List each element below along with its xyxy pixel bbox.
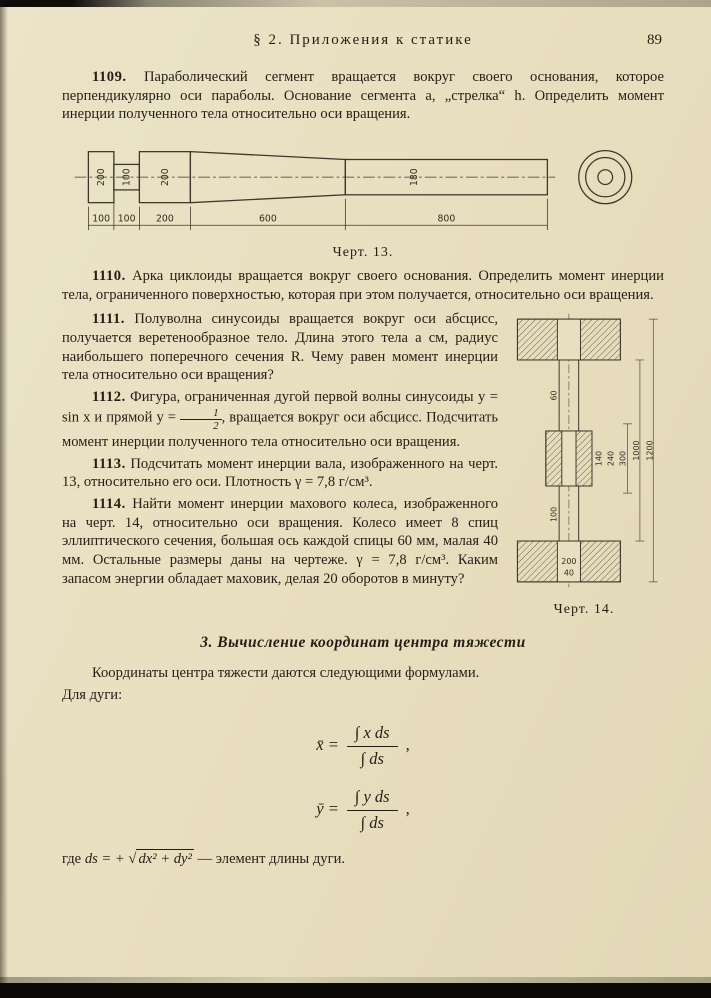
figure-13 [62, 134, 664, 261]
formula-y-fraction [347, 785, 398, 833]
formula-x-denominator: ∫ ds [360, 748, 384, 768]
problem-1110 [62, 267, 664, 304]
formula-y-denominator: ∫ ds [360, 812, 384, 832]
page-number: 89 [647, 32, 662, 48]
fig13-dim-dia4: 180 [408, 168, 420, 187]
formula-y-centroid [62, 785, 664, 833]
fig14-dim-hub-span: 300 [618, 451, 628, 467]
fig14-dim-bottom-a: 100 [549, 507, 559, 523]
fig13-dim-len3: 200 [156, 213, 174, 225]
arc-length-note [62, 851, 664, 868]
fraction-numerator: 1 [180, 407, 222, 421]
figure-14-column [504, 310, 664, 618]
problem-1114-text: Найти момент инерции махового колеса, изображенного на черт. 14, относительно оси вращения. Колесо имеет 8 спиц эллиптического сечения, большая ось каждой спицы 60 мм, малая 40 мм. Остальные размеры даны на чертеже. γ = 7,8 г/см³. Каким запасом энергии обладает маховик, делая 20 оборотов в минуту? [62, 496, 498, 587]
section-header-title: § 2. Приложения к статике [253, 32, 473, 48]
formula-y-numerator: ∫ y ds [347, 785, 398, 811]
flywheel-drawing-14 [505, 312, 663, 589]
problem-1113-text: Подсчитать момент инерции вала, изображенного на черт. 13, относительно его оси. Плотность γ = 7,8 г/см³. [62, 455, 498, 491]
problem-1109-text: Параболический сегмент вращается вокруг своего основания, которое перпендикулярно оси параболы. Основание сегмента a, „стрелка“ h. Определить момент инерции полученного тела относительно оси вращения. [62, 69, 664, 123]
problem-1111-number: 1111. [92, 311, 125, 328]
problem-1109-number: 1109. [92, 69, 127, 85]
scan-edge-left [0, 0, 8, 998]
fig13-dim-dia3: 200 [159, 168, 171, 187]
shaft-horizontal-dims [92, 213, 455, 224]
formula-y-lhs: ȳ = [316, 798, 339, 818]
fig14-dim-inner: 1000 [632, 440, 642, 461]
problem-1110-text: Арка циклоиды вращается вокруг своего основания. Определить момент инерции тела, ограниченного поверхностью, которая при этом получается, относительно оси вращения. [62, 268, 664, 303]
problem-1110-number: 1110. [92, 268, 126, 285]
problem-1112-text-before: Фигура, ограниченная дугой первой волны синусоиды y = sin x и прямой y = [62, 389, 498, 426]
inline-fraction-one-half [180, 407, 222, 433]
fig13-dim-len5: 800 [437, 213, 456, 225]
formula-y-tail: , [405, 798, 410, 818]
fraction-denominator: 2 [213, 420, 219, 433]
problem-1112 [62, 388, 498, 452]
note-equation: ds = + √ [84, 850, 137, 867]
problem-1111 [62, 310, 498, 385]
flywheel-outline [517, 314, 620, 587]
fig14-dim-bottom-b: 200 [561, 557, 577, 567]
problem-1113-number: 1113. [92, 455, 126, 472]
section-3-for-arc: Для дуги: [62, 687, 123, 704]
problem-1112-text-after: , вращается вокруг оси абсцисс. Подсчитать момент инерции полученного тела относительно оси вращения. [62, 409, 498, 450]
formula-x-tail: , [405, 734, 410, 754]
scan-edge-bottom [0, 983, 711, 998]
shaft-drawing-13 [67, 134, 659, 236]
fig13-dim-dia2: 100 [121, 168, 133, 187]
formula-x-lhs: x̄ = [316, 734, 339, 754]
fig13-dim-dia1: 200 [96, 168, 108, 187]
running-header [62, 32, 664, 54]
figure-13-caption: Черт. 13. [332, 245, 394, 261]
fig13-dim-len1: 100 [92, 213, 111, 225]
formula-x-numerator: ∫ x ds [347, 721, 398, 747]
problem-1111-text: Полуволна синусоиды вращается вокруг оси абсцисс, получается веретенообразное тело. Длина этого тела a см, радиус наибольшего поперечного сечения R. Чему равен момент инерции тела относительно оси вращения? [62, 311, 499, 384]
figure-14-caption: Черт. 14. [553, 602, 615, 618]
problem-1109 [62, 68, 664, 124]
page-content [62, 32, 664, 868]
note-lead: где [62, 850, 85, 867]
section-3-heading: 3. Вычисление координат центра тяжести [200, 634, 526, 652]
problem-1114 [62, 495, 498, 588]
fig14-dim-hub-b: 240 [606, 451, 616, 467]
fig13-dim-len4: 600 [258, 213, 277, 225]
note-tail: — элемент длины дуги. [193, 850, 346, 867]
fig14-dim-spoke-top: 60 [549, 390, 559, 401]
problem-1112-number: 1112. [92, 389, 126, 406]
scan-edge-top [0, 0, 711, 7]
note-radicand: dx² + dy² [138, 850, 192, 867]
formula-x-fraction [347, 721, 398, 769]
fig14-dim-hub-a: 140 [594, 451, 604, 467]
shaft-outline [75, 151, 632, 204]
shaft-dimension-chain [88, 193, 547, 230]
problem-1113 [62, 455, 498, 492]
fig14-dim-outer: 1200 [645, 440, 655, 461]
formula-x-centroid [62, 721, 664, 769]
fig14-dim-bottom-c: 40 [563, 569, 574, 579]
problem-1114-number: 1114. [92, 496, 126, 513]
fig13-dim-len2: 100 [117, 213, 136, 225]
text-figure-row [62, 310, 664, 618]
problems-column [62, 310, 498, 618]
section-3-intro: Координаты центра тяжести даются следующими формулами. [92, 665, 480, 682]
